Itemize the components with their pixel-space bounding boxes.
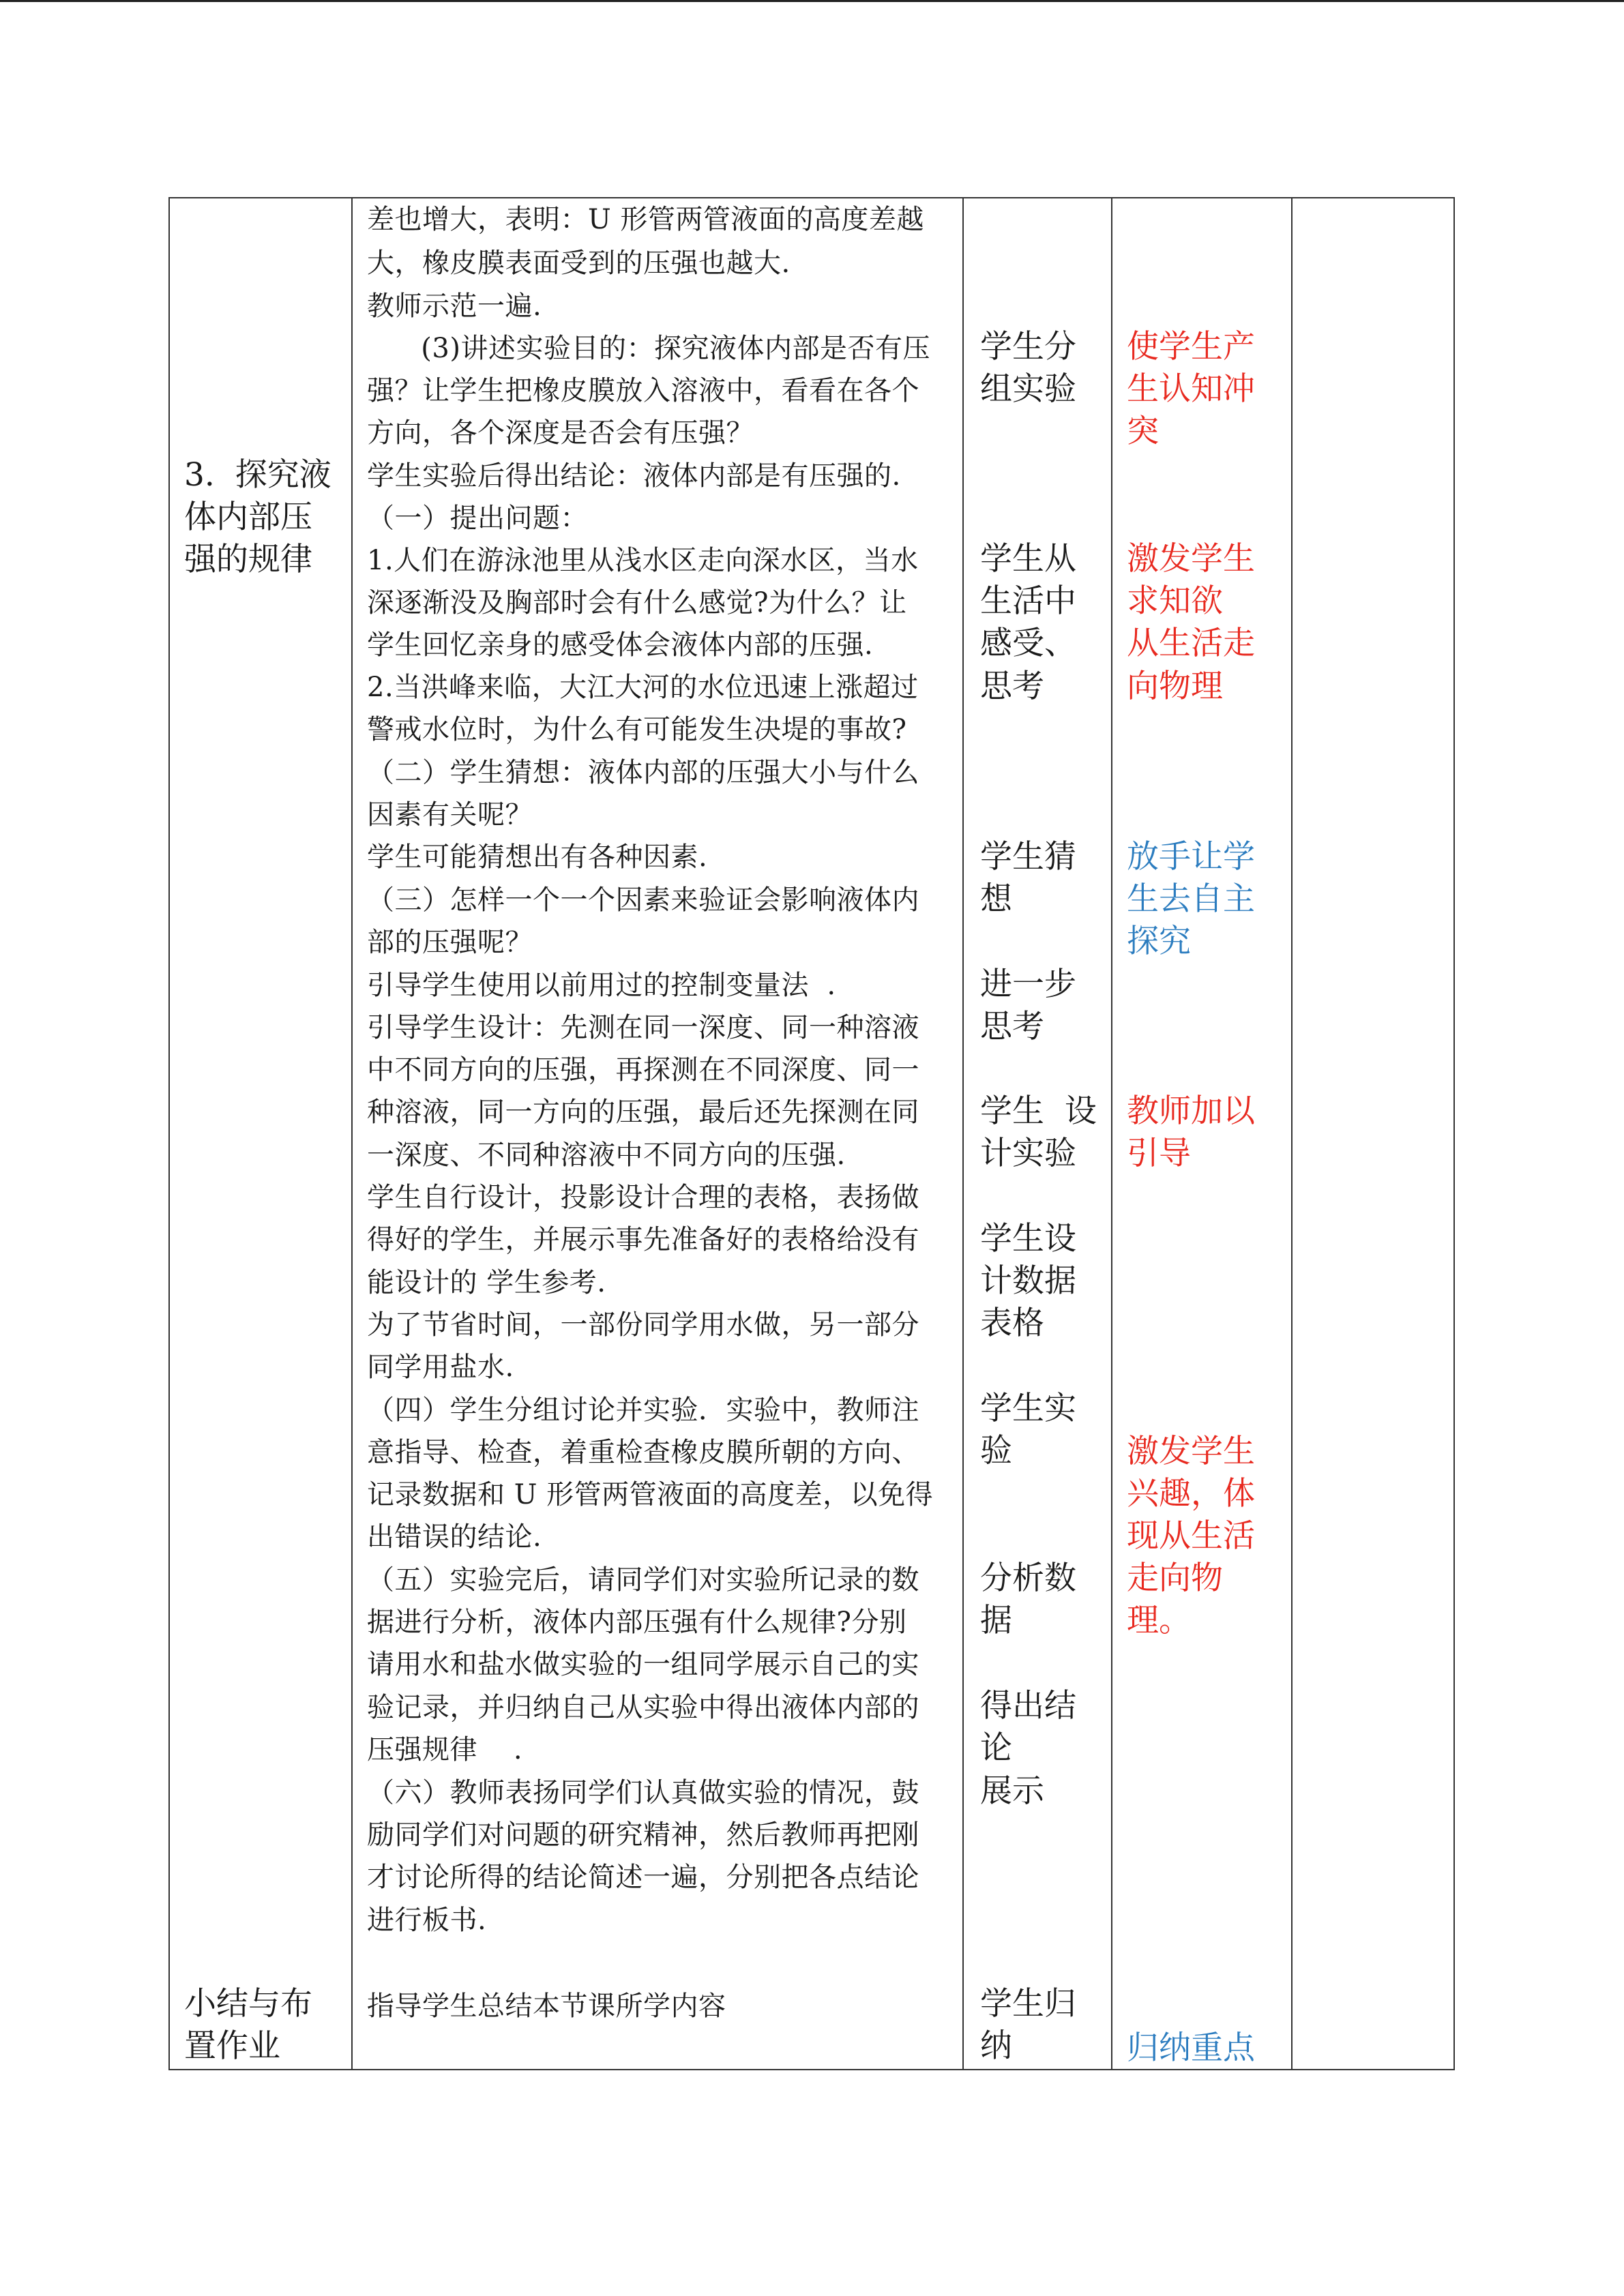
- teacher-cell-line: （四）学生分组讨论并实验．实验中，教师注: [367, 1395, 919, 1426]
- intent-cell-line: 理。: [1127, 1602, 1191, 1639]
- teacher-cell-line: 进行板书.: [367, 1905, 487, 1936]
- student-cell-line: 学生设: [980, 1220, 1076, 1257]
- teacher-cell-line: 能设计的 学生参考.: [367, 1267, 606, 1298]
- teacher-cell-line: 学生回忆亲身的感受体会液体内部的压强.: [367, 629, 874, 661]
- intent-cell-line: 放手让学: [1127, 838, 1255, 876]
- teacher-cell-line: 出错误的结论.: [367, 1521, 542, 1553]
- student-cell-line: 组实验: [980, 370, 1076, 408]
- teacher-cell-line: 一深度、不同种溶液中不同方向的压强.: [367, 1139, 846, 1171]
- teacher-cell-line: 1.人们在游泳池里从浅水区走向深水区，当水: [367, 545, 919, 576]
- student-cell-line: 纳: [980, 2027, 1012, 2065]
- intent-cell-line: 生认知冲: [1127, 370, 1255, 408]
- stage-cell-line: 体内部压: [184, 498, 312, 536]
- teacher-cell-line: 验记录，并归纳自己从实验中得出液体内部的: [367, 1692, 919, 1723]
- teacher-cell-line: 励同学们对问题的研究精神，然后教师再把刚: [367, 1819, 919, 1851]
- teacher-cell-line: 学生可能猜想出有各种因素.: [367, 841, 708, 873]
- stage-cell-line: 置作业: [184, 2027, 280, 2065]
- student-cell-line: 计数据: [980, 1262, 1076, 1300]
- intent-cell-line: 从生活走: [1127, 625, 1255, 662]
- student-cell-line: 学生分: [980, 328, 1076, 366]
- student-cell-line: 计实验: [980, 1135, 1076, 1172]
- intent-cell-line: 生去自主: [1127, 880, 1255, 918]
- student-cell-line: 学生猜: [980, 838, 1076, 876]
- teacher-cell-line: 才讨论所得的结论简述一遍，分别把各点结论: [367, 1862, 919, 1893]
- intent-cell-line: 向物理: [1127, 668, 1223, 705]
- teacher-cell-line: 方向，各个深度是否会有压强？: [367, 417, 754, 449]
- teacher-cell-line: 压强规律 .: [367, 1734, 523, 1765]
- teacher-cell-line: 强？让学生把橡皮膜放入溶液中，看看在各个: [367, 375, 919, 406]
- intent-cell-line: 突: [1127, 413, 1159, 450]
- stage-cell-line: 强的规律: [184, 541, 312, 578]
- column-divider-4: [1291, 197, 1293, 2070]
- teacher-cell-line: 大，橡皮膜表面受到的压强也越大.: [367, 248, 791, 279]
- student-cell-line: 表格: [980, 1304, 1044, 1342]
- intent-cell-line: 兴趣，体: [1127, 1475, 1255, 1512]
- teacher-cell-line: 同学用盐水.: [367, 1352, 514, 1383]
- teacher-cell-line: 为了节省时间，一部份同学用水做，另一部分: [367, 1309, 919, 1341]
- teacher-cell-line: 得好的学生，并展示事先准备好的表格给没有: [367, 1224, 919, 1255]
- teacher-cell-line: （一）提出问题：: [367, 503, 588, 534]
- teacher-cell-line: 引导学生使用以前用过的控制变量法 .: [367, 970, 836, 1001]
- student-cell-line: 进一步: [980, 966, 1076, 1003]
- intent-cell-line: 探究: [1127, 923, 1191, 960]
- student-cell-line: 据: [980, 1602, 1012, 1639]
- teacher-cell-line: 种溶液，同一方向的压强，最后还先探测在同: [367, 1097, 919, 1128]
- teacher-cell-line: 学生自行设计，投影设计合理的表格，表扬做: [367, 1182, 919, 1213]
- intent-cell-line: 走向物: [1127, 1560, 1223, 1597]
- teacher-cell-line: 记录数据和 U 形管两管液面的高度差，以免得: [367, 1479, 934, 1510]
- column-divider-2: [962, 197, 964, 2070]
- teacher-cell-line: 意指导、检查，着重检查橡皮膜所朝的方向、: [367, 1437, 919, 1468]
- page-top-border: [0, 0, 1624, 2]
- student-cell-line: 展示: [980, 1772, 1044, 1810]
- teacher-cell-line: 差也增大，表明：U 形管两管液面的高度差越: [367, 204, 924, 235]
- student-cell-line: 学生实: [980, 1390, 1076, 1427]
- intent-cell-line: 激发学生: [1127, 540, 1255, 578]
- student-cell-line: 思考: [980, 1008, 1044, 1045]
- intent-cell-line: 引导: [1127, 1135, 1191, 1172]
- table-left-border: [168, 197, 170, 2070]
- table-top-border: [168, 197, 1455, 198]
- teacher-cell-line: 学生实验后得出结论：液体内部是有压强的.: [367, 460, 901, 492]
- student-cell-line: 学生 设: [980, 1092, 1097, 1130]
- table-right-border: [1453, 197, 1455, 2070]
- student-cell-line: 学生从: [980, 540, 1076, 578]
- column-divider-3: [1111, 197, 1112, 2070]
- intent-cell-line: 教师加以: [1127, 1092, 1255, 1130]
- student-cell-line: 分析数: [980, 1560, 1076, 1597]
- teacher-cell-line: 深逐渐没及胸部时会有什么感觉?为什么？让: [367, 587, 907, 618]
- student-cell-line: 想: [980, 880, 1012, 918]
- intent-cell-line: 使学生产: [1127, 328, 1255, 366]
- student-cell-line: 思考: [980, 668, 1044, 705]
- intent-cell-line: 归纳重点: [1127, 2029, 1255, 2067]
- intent-cell-line: 求知欲: [1127, 582, 1223, 620]
- student-cell-line: 验: [980, 1432, 1012, 1470]
- student-cell-line: 感受、: [980, 625, 1076, 662]
- teacher-cell-line: （二）学生猜想：液体内部的压强大小与什么: [367, 757, 919, 788]
- student-cell-line: 论: [980, 1729, 1012, 1767]
- stage-cell-line: 小结与布: [184, 1985, 312, 2023]
- teacher-cell-line: 中不同方向的压强，再探测在不同深度、同一: [367, 1054, 919, 1086]
- teacher-cell-line: (3)讲述实验目的：探究液体内部是否有压: [367, 333, 930, 364]
- teacher-cell-line: 请用水和盐水做实验的一组同学展示自己的实: [367, 1649, 919, 1680]
- teacher-cell-line: 2.当洪峰来临，大江大河的水位迅速上涨超过: [367, 672, 919, 703]
- teacher-cell-line: 指导学生总结本节课所学内容: [367, 1991, 726, 2022]
- teacher-cell-line: （六）教师表扬同学们认真做实验的情况，鼓: [367, 1777, 919, 1808]
- teacher-cell-line: 引导学生设计：先测在同一深度、同一种溶液: [367, 1012, 919, 1043]
- intent-cell-line: 现从生活: [1127, 1517, 1255, 1555]
- teacher-cell-line: （三）怎样一个一个因素来验证会影响液体内: [367, 884, 919, 916]
- student-cell-line: 学生归: [980, 1985, 1076, 2023]
- stage-cell-line: 3. 探究液: [184, 456, 331, 494]
- intent-cell-line: 激发学生: [1127, 1433, 1255, 1470]
- table-bottom-border: [168, 2069, 1455, 2070]
- teacher-cell-line: 据进行分析，液体内部压强有什么规律?分别: [367, 1607, 907, 1638]
- teacher-cell-line: 警戒水位时，为什么有可能发生决堤的事故?: [367, 714, 907, 745]
- teacher-cell-line: （五）实验完后，请同学们对实验所记录的数: [367, 1564, 919, 1596]
- student-cell-line: 生活中: [980, 582, 1076, 620]
- teacher-cell-line: 部的压强呢？: [367, 927, 533, 958]
- column-divider-1: [351, 197, 353, 2070]
- teacher-cell-line: 教师示范一遍.: [367, 290, 542, 322]
- teacher-cell-line: 因素有关呢？: [367, 799, 533, 831]
- student-cell-line: 得出结: [980, 1687, 1076, 1725]
